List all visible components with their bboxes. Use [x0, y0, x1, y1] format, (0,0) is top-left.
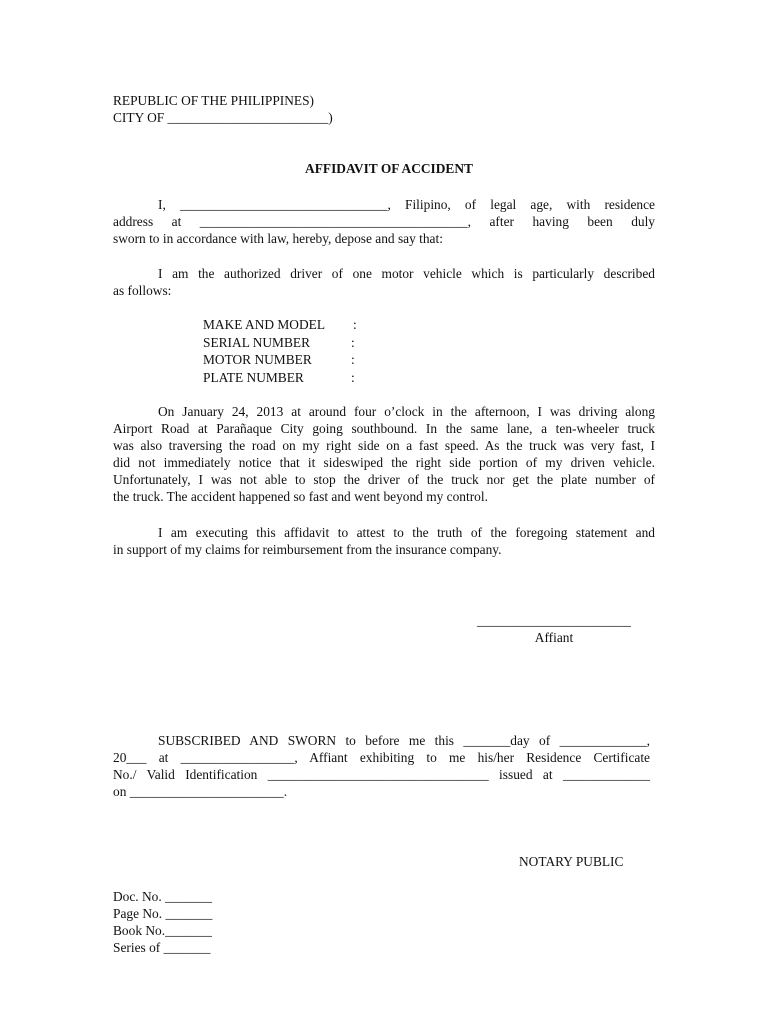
- jurat-line: on _______________________.: [113, 784, 288, 799]
- affiant-signature: [473, 612, 635, 646]
- affiant-label: Affiant: [534, 630, 574, 645]
- accident-line: the truck. The accident happened so fast and went beyond my control.: [113, 489, 488, 504]
- page-number-field: Page No. _______: [113, 906, 213, 921]
- field-label: SERIAL NUMBER: [203, 334, 311, 350]
- purpose-line: in support of my claims for reimbursement from the insurance company.: [113, 542, 502, 557]
- accident-paragraph: [113, 403, 655, 505]
- vehicle-field-serial-number: [203, 334, 355, 352]
- republic-line: REPUBLIC OF THE PHILIPPINES): [113, 93, 315, 108]
- accident-line: On January 24, 2013 at around four o’clock in the afternoon, I was driving along: [158, 404, 655, 419]
- accident-line: Airport Road at Parañaque City going southbound. In the same lane, a ten-wheeler truck: [113, 421, 655, 436]
- vehicle-details: [203, 316, 357, 386]
- accident-line: was also traversing the road on my right side on a fast speed. As the truck was very fast, I: [113, 438, 655, 453]
- accident-line: Unfortunately, I was not able to stop the driver of the truck nor get the plate number of: [113, 472, 655, 487]
- jurat-line: 20___ at _________________, Affiant exhibiting to me his/her Residence Certificate: [113, 750, 650, 765]
- field-colon: :: [351, 352, 355, 367]
- intro-line: address at ________________________________________, after having been duly: [113, 214, 655, 229]
- field-colon: :: [351, 369, 355, 385]
- notary-public-label: NOTARY PUBLIC: [519, 854, 624, 869]
- doc-number-field: Doc. No. _______: [113, 889, 212, 904]
- jurat-line: No./ Valid Identification _________________________________ issued at _____________: [113, 767, 650, 782]
- intro-line: sworn to in accordance with law, hereby, depose and say that:: [113, 231, 443, 246]
- venue-header: [113, 92, 655, 126]
- jurat: [113, 732, 650, 800]
- driver-line: as follows:: [113, 283, 172, 298]
- vehicle-field-make-model: [203, 316, 357, 334]
- purpose-line: I am executing this affidavit to attest to the truth of the foregoing statement and: [158, 525, 655, 540]
- series-field: Series of _______: [113, 940, 211, 955]
- intro-paragraph: [113, 196, 655, 247]
- vehicle-field-motor-number: [203, 351, 355, 369]
- field-colon: :: [353, 317, 357, 332]
- accident-line: did not immediately notice that it sideswiped the right side portion of my driven vehicle.: [113, 455, 655, 470]
- book-number-field: Book No._______: [113, 923, 212, 938]
- driver-paragraph: [113, 265, 655, 299]
- field-colon: :: [351, 334, 355, 350]
- field-label: MOTOR NUMBER: [203, 352, 312, 367]
- document-title: AFFIDAVIT OF ACCIDENT: [305, 161, 473, 176]
- city-line: CITY OF ________________________): [113, 110, 333, 125]
- jurat-line: SUBSCRIBED AND SWORN to before me this _______day of _____________,: [158, 733, 650, 748]
- intro-line: I, _______________________________, Filipino, of legal age, with residence: [158, 197, 655, 212]
- driver-line: I am the authorized driver of one motor vehicle which is particularly described: [158, 266, 655, 281]
- field-label: PLATE NUMBER: [203, 369, 304, 385]
- purpose-paragraph: [113, 524, 655, 558]
- vehicle-field-plate-number: [203, 369, 355, 387]
- affiant-signature-line: _______________________: [477, 613, 631, 628]
- field-label: MAKE AND MODEL: [203, 317, 325, 332]
- notarial-register: [113, 888, 212, 956]
